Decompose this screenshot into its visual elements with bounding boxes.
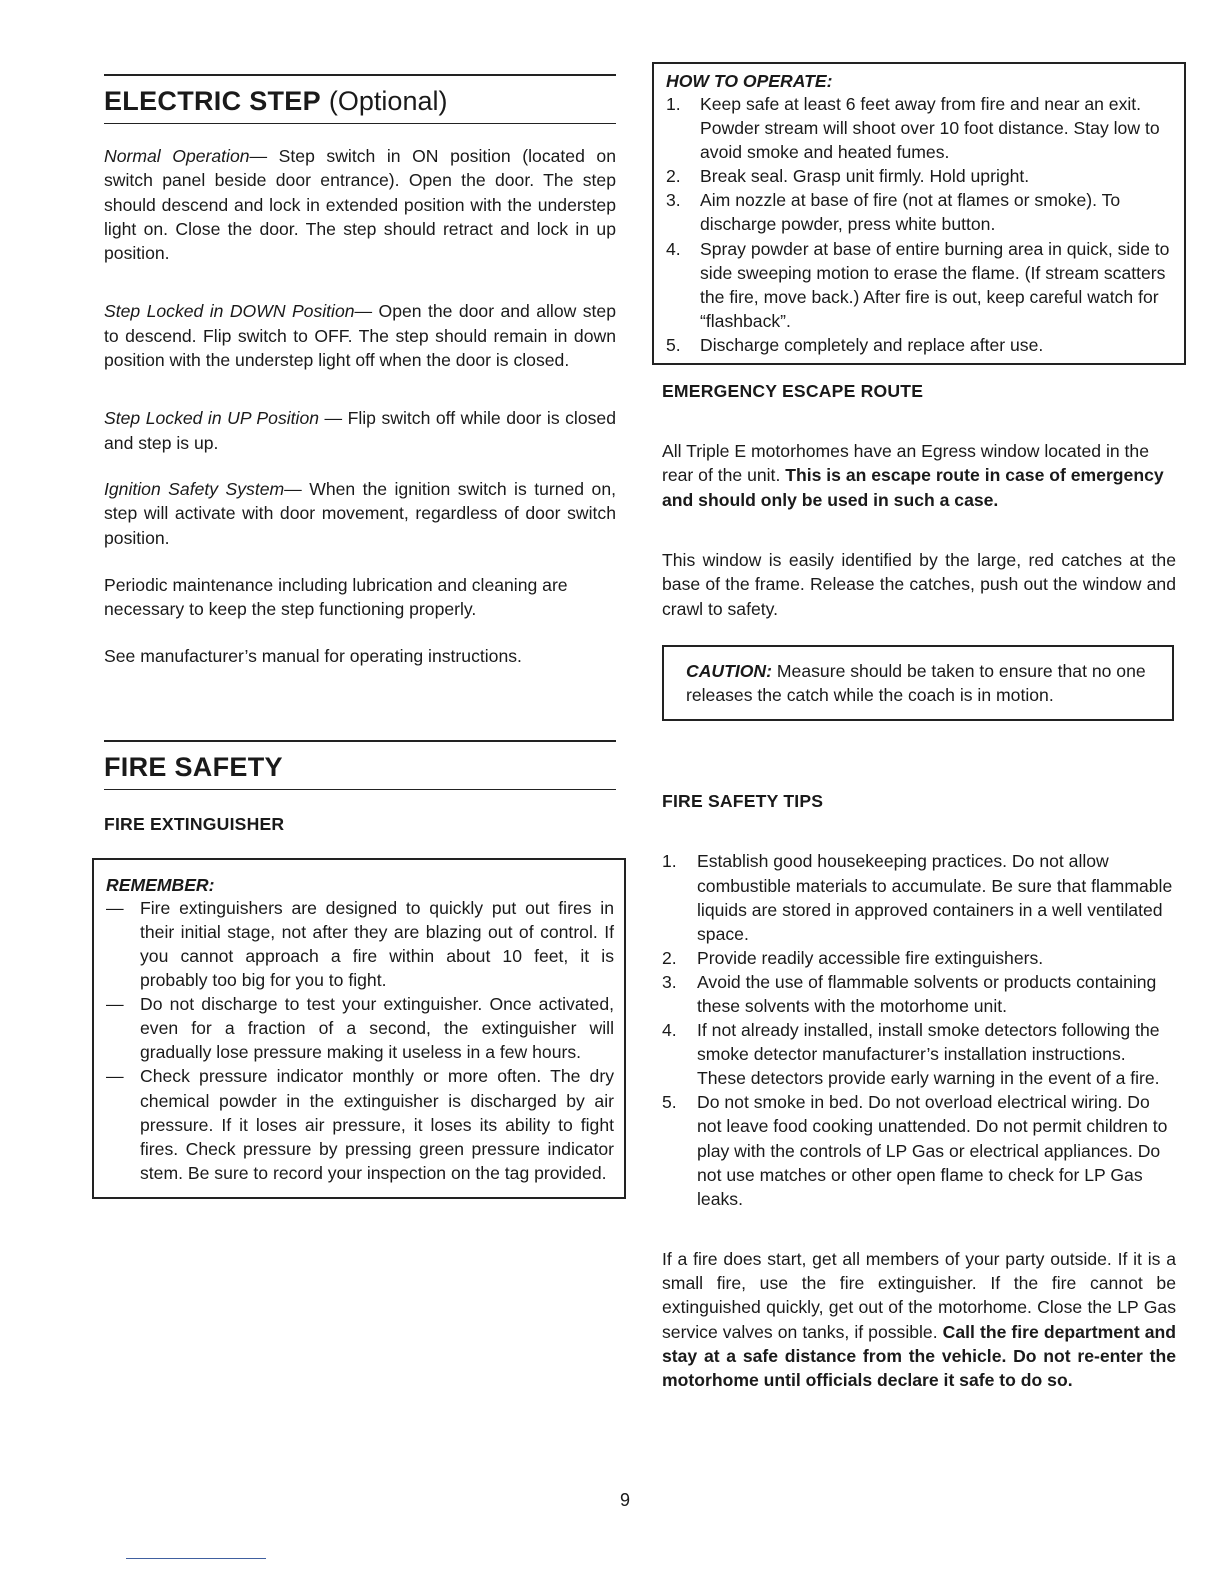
caution-box: [662, 645, 1174, 722]
emergency-paragraph-2: This window is easily identified by the large, red catches at the base of the frame. Release the catches, push out the window and crawl to safety.: [662, 549, 1176, 619]
electric-step-optional: (Optional): [328, 86, 448, 116]
fire-safety-tips-heading: FIRE SAFETY TIPS: [662, 791, 824, 812]
electric-step-heading: [104, 74, 616, 124]
dash-marker: —: [106, 897, 124, 918]
emergency-paragraph-1: All Triple E motorhomes have an Egress window located in the rear of the unit. This is an escape route in case of emergency and should only be used in such a case.: [662, 441, 1164, 510]
dash-marker: —: [106, 1066, 124, 1087]
operate-step-2: 2. Break seal. Grasp unit firmly. Hold upright.: [666, 166, 1030, 187]
manual-paragraph: See manufacturer’s manual for operating instructions.: [104, 646, 522, 667]
step-up-paragraph: [104, 406, 616, 455]
caution-text: CAUTION: Measure should be taken to ensure that no one releases the catch while the coach is in motion.: [686, 660, 1146, 706]
step-up-label: Step Locked in UP Position: [104, 408, 320, 429]
how-to-operate-list: [666, 92, 1176, 357]
operate-step-3: 3. Aim nozzle at base of fire (not at flames or smoke). To discharge powder, press white button.: [666, 190, 1121, 235]
tip-1: 1. Establish good housekeeping practices. Do not allow combustible materials to accumulate. Be sure that flammable liquids are stored in approved containers in a well ventilated space.: [662, 851, 1173, 944]
remember-list: [106, 896, 614, 1185]
remember-item-1: — Fire extinguishers are designed to quickly put out fires in their initial stage, not after they are blazing out of control. If you cannot approach a fire within about 10 feet, it is probably too big for you to fight.: [106, 897, 614, 991]
step-down-label: Step Locked in DOWN Position: [104, 301, 355, 322]
tip-4: 4. If not already installed, install smoke detectors following the smoke detector manufacturer’s installation instructions. These detectors provide early warning in the event of a fire.: [662, 1020, 1160, 1089]
remember-item-3: — Check pressure indicator monthly or more often. The dry chemical powder in the extinguisher is discharged by air pressure. If it loses air pressure, it loses its ability to fight fires. Check pressure by pressing green pressure indicator stem. Be sure to record your inspection on the tag provided.: [106, 1066, 614, 1183]
how-to-operate-box: [652, 62, 1186, 365]
caution-label: CAUTION:: [686, 660, 773, 681]
normal-operation-text: — Step switch in ON position (located on switch panel beside door entrance). Open the door. The step should descend and lock in extended position with the understep light on. Close the door. The step should retract and lock in up position.: [104, 146, 616, 264]
step-up-text: — Flip switch off while door is closed and step is up.: [104, 408, 616, 453]
left-column: [104, 74, 616, 1199]
normal-operation-paragraph: [104, 144, 616, 265]
operate-step-5: 5. Discharge completely and replace after use.: [666, 334, 1044, 355]
emergency-section: [652, 379, 1176, 1393]
remember-box: [92, 858, 626, 1199]
emergency-bold-text: This is an escape route in case of emergency and should only be used in such a case.: [662, 465, 1164, 510]
footer-rule: [126, 1558, 266, 1559]
page-number: 9: [620, 1490, 631, 1510]
tip-2: 2. Provide readily accessible fire extinguishers.: [662, 947, 1044, 968]
normal-operation-label: Normal Operation: [104, 146, 250, 166]
how-to-operate-title: HOW TO OPERATE:: [666, 71, 833, 91]
tip-3: 3. Avoid the use of flammable solvents or products containing these solvents with the motorhome unit.: [662, 971, 1157, 1016]
operate-step-1: 1. Keep safe at least 6 feet away from fire and near an exit. Powder stream will shoot over 10 foot distance. Stay low to avoid smoke and heated fumes.: [666, 94, 1160, 163]
step-down-paragraph: [104, 299, 616, 372]
ignition-paragraph: [104, 477, 616, 550]
remember-item-2: — Do not discharge to test your extinguisher. Once activated, even for a fraction of a second, the extinguisher will gradually lose pressure making it useless in a few hours.: [106, 994, 614, 1063]
final-paragraph: If a fire does start, get all members of your party outside. If it is a small fire, use the fire extinguisher. If the fire cannot be extinguished quickly, get out of the motorhome. Close the LP Gas service valves on tanks, if possible. Call the fire department and stay at a safe distance from the vehicle. Do not re-enter the motorhome until officials declare it safe to do so.: [662, 1248, 1177, 1391]
tip-5: 5. Do not smoke in bed. Do not overload electrical wiring. Do not leave food cooking unattended. Do not permit children to play with the controls of LP Gas or electrical appliances. Do not use matches or other open flame to check for LP Gas leaks.: [662, 1092, 1168, 1209]
final-bold-text: Call the fire department and stay at a safe distance from the vehicle. Do not re-enter the motorhome until officials declare it safe to do so.: [662, 1321, 1177, 1391]
operate-step-4: 4. Spray powder at base of entire burning area in quick, side to side sweeping motion to erase the flame. (If stream scatters the fire, move back.) After fire is out, keep careful watch for “flashback”.: [666, 238, 1170, 331]
ignition-text: — When the ignition switch is turned on, step will activate with door movement, regardless of door switch position.: [104, 478, 616, 548]
remember-title: REMEMBER:: [106, 874, 215, 895]
right-column: [652, 62, 1186, 1393]
ignition-label: Ignition Safety System: [104, 478, 285, 499]
fire-safety-title: FIRE SAFETY: [104, 751, 283, 782]
maintenance-paragraph: Periodic maintenance including lubrication and cleaning are necessary to keep the step functioning properly.: [104, 574, 568, 620]
electric-step-title: ELECTRIC STEP: [104, 86, 321, 116]
fire-extinguisher-heading: FIRE EXTINGUISHER: [104, 813, 285, 834]
dash-marker: —: [106, 994, 124, 1015]
fire-safety-heading: [104, 740, 616, 790]
emergency-heading: EMERGENCY ESCAPE ROUTE: [662, 381, 924, 402]
step-down-text: — Open the door and allow step to descend. Flip switch to OFF. The step should remain in down position with the understep light off when the door is closed.: [104, 301, 616, 371]
fire-safety-tips-list: [662, 849, 1176, 1210]
